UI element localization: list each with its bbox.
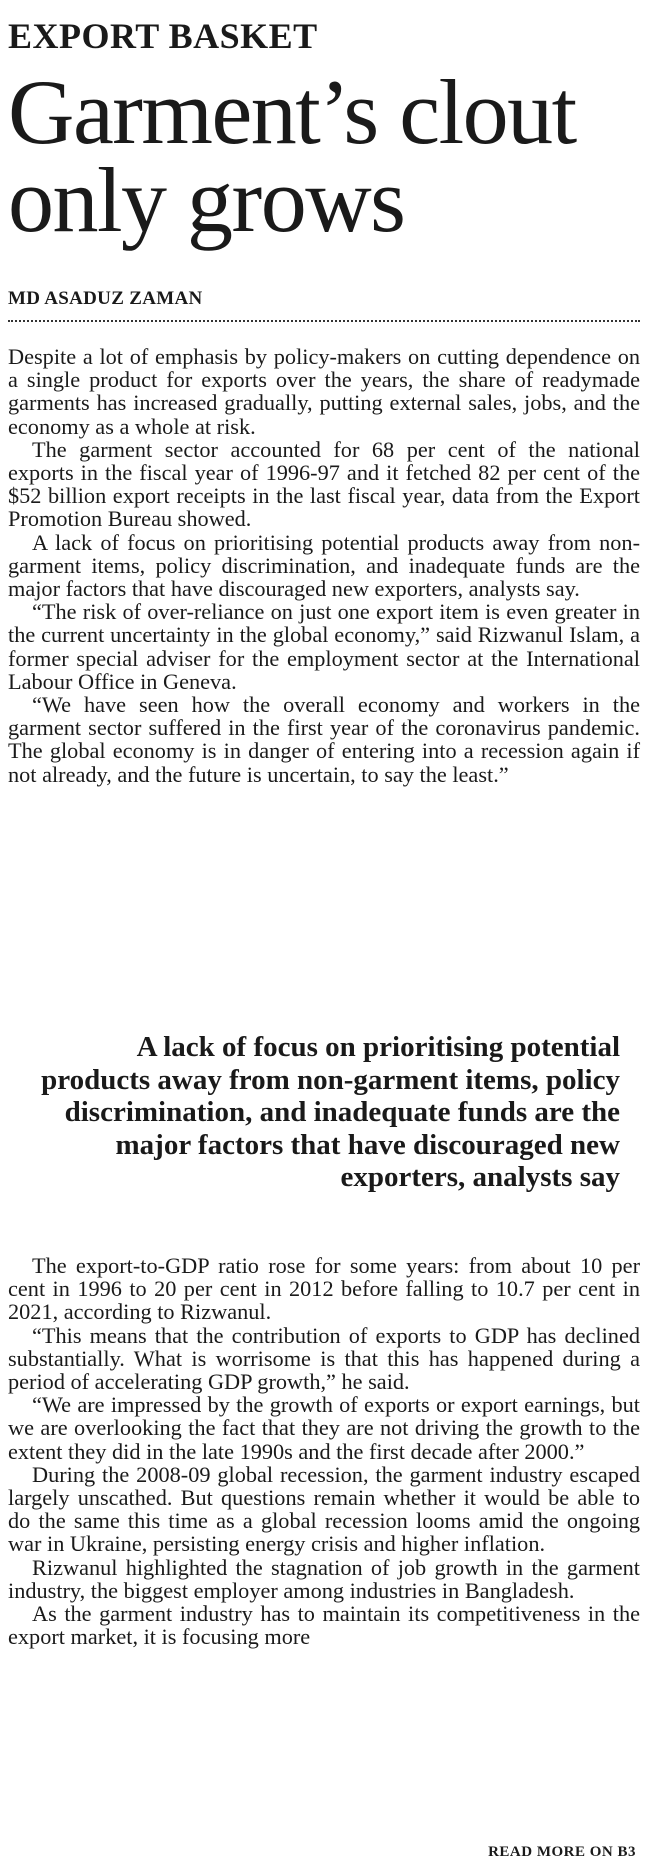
body-paragraph: “The risk of over-reliance on just one export item is even greater in the current uncertainty in the global economy,” said Rizwanul Islam, a former special adviser for the employment sector at the International Labour Office in Geneva. — [8, 599, 640, 694]
section-kicker: EXPORT BASKET — [8, 16, 318, 56]
body-paragraph: As the garment industry has to maintain its competitiveness in the export market, it is focusing more — [8, 1601, 640, 1650]
article-body-top — [8, 345, 640, 786]
headline: Garment’s clout only grows — [8, 61, 576, 251]
body-paragraph: Despite a lot of emphasis by policy-makers on cutting dependence on a single product for exports over the years, the share of readymade garments has increased gradually, putting external sales, jobs, and the economy as a whole at risk. — [8, 344, 640, 439]
body-paragraph: During the 2008-09 global recession, the garment industry escaped largely unscathed. But questions remain whether it would be able to do the same this time as a global recession looms amid the ongoing war in Ukraine, persisting energy crisis and higher inflation. — [8, 1461, 640, 1557]
article-body-bottom — [8, 1254, 640, 1648]
byline-divider — [8, 320, 640, 322]
pull-quote: A lack of focus on prioritising potential products away from non-garment items, policy discrimination, and inadequate funds are the major factors that have discouraged new exporters, analysts say — [41, 1031, 620, 1193]
body-paragraph: Rizwanul highlighted the stagnation of job growth in the garment industry, the biggest employer among industries in Bangladesh. — [8, 1554, 640, 1603]
read-more-link[interactable]: READ MORE ON B3 — [488, 1844, 636, 1860]
body-paragraph: A lack of focus on prioritising potential products away from non-garment items, policy discrimination, and inadequate funds are the major factors that have discouraged new exporters, analysts say. — [8, 529, 640, 602]
body-paragraph: “We are impressed by the growth of exports or export earnings, but we are overlooking the fact that they are not driving the growth to the extent they did in the late 1990s and the first decade after 2000.” — [8, 1392, 640, 1464]
body-paragraph: “This means that the contribution of exports to GDP has declined substantially. What is worrisome is that this has happened during a period of accelerating GDP growth,” he said. — [8, 1322, 640, 1395]
body-paragraph: The export-to-GDP ratio rose for some years: from about 10 per cent in 1996 to 20 per cent in 2012 before falling to 10.7 per cent in 2021, according to Rizwanul. — [8, 1253, 640, 1325]
body-paragraph: “We have seen how the overall economy and workers in the garment sector suffered in the first year of the coronavirus pandemic. The global economy is in danger of entering into a recession again if not already, and the future is uncertain, to say the least.” — [8, 692, 640, 787]
body-paragraph: The garment sector accounted for 68 per cent of the national exports in the fiscal year of 1996-97 and it fetched 82 per cent of the $52 billion export receipts in the last fiscal year, data from the Export Promotion Bureau showed. — [8, 436, 640, 532]
byline: MD ASADUZ ZAMAN — [8, 288, 203, 309]
